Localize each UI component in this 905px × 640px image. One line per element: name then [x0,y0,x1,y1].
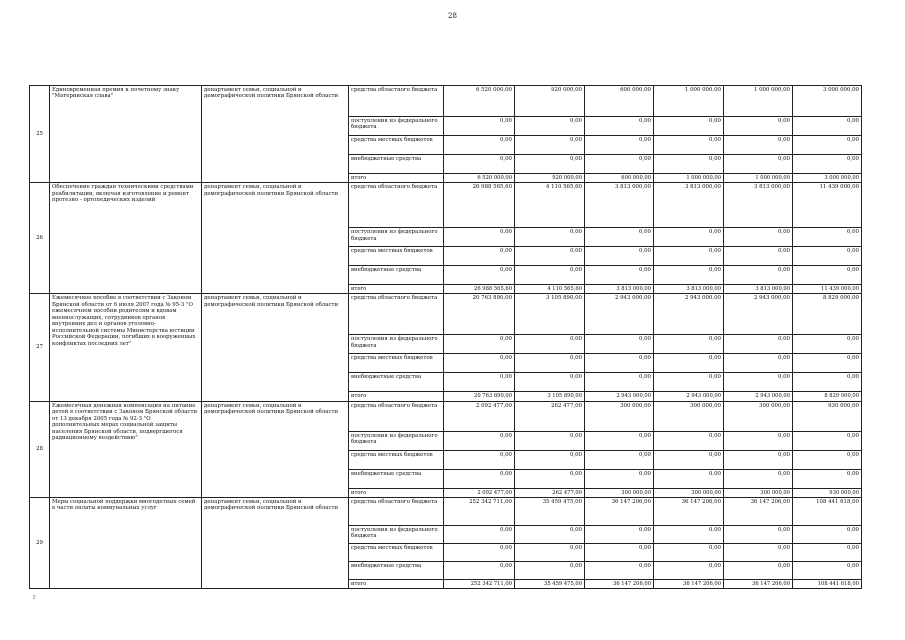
amount-cell: 26 988 565,60 [444,183,515,228]
funding-source: внебюджетные средства [349,373,444,392]
amount-cell: 0,00 [793,117,862,136]
amount-cell: 0,00 [515,266,585,285]
amount-cell: 0,00 [724,228,793,247]
amount-cell: 0,00 [724,373,793,392]
row-number: 25 [30,86,50,183]
amount-cell: 3 813 000,00 [585,183,654,228]
amount-cell: 262 477,00 [515,401,585,431]
executor: департамент семьи, социальной и демографической политики Брянской области [202,183,349,294]
funding-source: поступления из федерального бюджета [349,335,444,354]
amount-cell: 0,00 [654,228,724,247]
amount-cell: 0,00 [444,373,515,392]
amount-cell: 1 000 000,00 [654,86,724,117]
funding-source: средства областного бюджета [349,86,444,117]
amount-cell: 0,00 [793,373,862,392]
amount-cell: 3 105 890,00 [515,294,585,335]
amount-cell: 36 147 206,00 [724,497,793,525]
amount-cell: 36 147 206,00 [585,497,654,525]
amount-cell: 0,00 [654,266,724,285]
amount-cell: 3 105 890,00 [515,392,585,401]
measure-name: Обеспечение граждан техническими средствами реабилитации, включая изготовление и ремонт протезно - ортопедических изделий [50,183,202,294]
amount-cell: 0,00 [654,525,724,543]
amount-cell: 2 092 477,00 [444,488,515,497]
amount-cell: 20 763 890,00 [444,392,515,401]
amount-cell: 0,00 [515,155,585,174]
amount-cell: 20 763 890,00 [444,294,515,335]
amount-cell: 300 000,00 [724,401,793,431]
amount-cell: 0,00 [515,373,585,392]
amount-cell: 0,00 [585,155,654,174]
amount-cell: 0,00 [724,450,793,469]
corner-mark: г [33,594,37,601]
funding-source: внебюджетные средства [349,469,444,488]
amount-cell: 0,00 [444,247,515,266]
amount-cell: 0,00 [654,155,724,174]
amount-cell: 6 520 000,00 [444,86,515,117]
amount-cell: 300 000,00 [654,401,724,431]
amount-cell: 3 813 000,00 [585,285,654,294]
amount-cell: 0,00 [444,543,515,561]
amount-cell: 8 829 000,00 [793,392,862,401]
amount-cell: 0,00 [515,247,585,266]
amount-cell: 0,00 [444,228,515,247]
amount-cell: 262 477,00 [515,488,585,497]
measure-name: Меры социальной поддержки многодетных семей в части оплаты коммунальных услуг [50,497,202,588]
amount-cell: 0,00 [585,354,654,373]
amount-cell: 0,00 [585,335,654,354]
measure-name: Ежемесячное пособие в соответствии с Законом Брянской области от 6 июля 2007 года № 95-З "О ежемесячном пособии родителям и вдовам военнослужащих, сотрудников органов внутренних дел и органов уголовно-исполнительной системы Министерства юстиции Российской Федерации, погибших в вооруженных конфликтах последних лет" [50,294,202,401]
amount-cell: 0,00 [654,450,724,469]
amount-cell: 0,00 [515,354,585,373]
amount-cell: 36 147 206,00 [724,579,793,588]
amount-cell: 0,00 [444,117,515,136]
amount-cell: 0,00 [793,450,862,469]
funding-source: средства местных бюджетов [349,450,444,469]
amount-cell: 0,00 [515,431,585,450]
amount-cell: 0,00 [654,373,724,392]
amount-cell: 0,00 [585,136,654,155]
amount-cell: 0,00 [585,525,654,543]
table-row [30,401,862,431]
amount-cell: 1 000 000,00 [724,174,793,183]
executor: департамент семьи, социальной и демографической политики Брянской области [202,497,349,588]
amount-cell: 36 147 206,00 [585,579,654,588]
amount-cell: 0,00 [444,561,515,579]
amount-cell: 6 520 000,00 [444,174,515,183]
amount-cell: 3 813 000,00 [724,183,793,228]
funding-source: поступления из федерального бюджета [349,525,444,543]
amount-cell: 36 147 206,00 [654,497,724,525]
amount-cell: 0,00 [724,335,793,354]
amount-cell: 0,00 [515,228,585,247]
amount-cell: 0,00 [724,155,793,174]
amount-cell: 2 943 000,00 [724,294,793,335]
funding-source: внебюджетные средства [349,155,444,174]
amount-cell: 2 943 000,00 [654,392,724,401]
amount-cell: 252 342 711,00 [444,497,515,525]
amount-cell: 0,00 [724,469,793,488]
amount-cell: 930 000,00 [793,401,862,431]
amount-cell: 0,00 [654,543,724,561]
amount-cell: 0,00 [444,335,515,354]
amount-cell: 0,00 [654,247,724,266]
amount-cell: 4 110 565,60 [515,285,585,294]
amount-cell: 0,00 [793,136,862,155]
amount-cell: 0,00 [515,469,585,488]
amount-cell: 0,00 [444,155,515,174]
amount-cell: 0,00 [793,543,862,561]
amount-cell: 3 813 000,00 [724,285,793,294]
amount-cell: 4 110 565,60 [515,183,585,228]
amount-cell: 0,00 [444,354,515,373]
amount-cell: 35 459 475,00 [515,497,585,525]
budget-table-body [30,86,862,589]
amount-cell: 0,00 [724,266,793,285]
amount-cell: 0,00 [724,525,793,543]
amount-cell: 0,00 [724,431,793,450]
page-number: 28 [448,12,457,20]
amount-cell: 0,00 [585,469,654,488]
amount-cell: 0,00 [793,155,862,174]
funding-source: итого [349,579,444,588]
funding-source: поступления из федерального бюджета [349,228,444,247]
funding-source: итого [349,392,444,401]
amount-cell: 2 943 000,00 [585,294,654,335]
amount-cell: 0,00 [585,247,654,266]
amount-cell: 300 000,00 [654,488,724,497]
amount-cell: 0,00 [515,335,585,354]
amount-cell: 0,00 [585,228,654,247]
row-number: 27 [30,294,50,401]
amount-cell: 35 459 475,00 [515,579,585,588]
executor: департамент семьи, социальной и демографической политики Брянской области [202,401,349,497]
funding-source: итого [349,285,444,294]
amount-cell: 920 000,00 [515,174,585,183]
amount-cell: 0,00 [793,335,862,354]
funding-source: средства местных бюджетов [349,247,444,266]
amount-cell: 0,00 [444,525,515,543]
amount-cell: 3 813 000,00 [654,183,724,228]
table-row [30,183,862,228]
amount-cell: 0,00 [444,431,515,450]
amount-cell: 0,00 [444,450,515,469]
amount-cell: 0,00 [585,561,654,579]
funding-source: средства областного бюджета [349,401,444,431]
row-number: 29 [30,497,50,588]
funding-source: поступления из федерального бюджета [349,117,444,136]
amount-cell: 0,00 [585,543,654,561]
amount-cell: 252 342 711,00 [444,579,515,588]
amount-cell: 300 000,00 [724,488,793,497]
amount-cell: 11 439 000,00 [793,285,862,294]
amount-cell: 0,00 [444,136,515,155]
amount-cell: 0,00 [724,561,793,579]
amount-cell: 0,00 [793,247,862,266]
amount-cell: 0,00 [654,431,724,450]
amount-cell: 930 000,00 [793,488,862,497]
measure-name: Ежемесячная денежная компенсация на питание детей в соответствии с Законом Брянской области от 13 декабря 2005 года № 92-З "О дополнительных мерах социальной защиты населения Брянской области, подвергшегося радиационному воздействию" [50,401,202,497]
amount-cell: 300 000,00 [585,488,654,497]
amount-cell: 2 092 477,00 [444,401,515,431]
amount-cell: 8 829 000,00 [793,294,862,335]
amount-cell: 0,00 [724,354,793,373]
amount-cell: 1 000 000,00 [724,86,793,117]
amount-cell: 36 147 206,00 [654,579,724,588]
amount-cell: 0,00 [515,136,585,155]
amount-cell: 0,00 [654,561,724,579]
amount-cell: 108 441 618,00 [793,497,862,525]
amount-cell: 26 988 565,60 [444,285,515,294]
amount-cell: 920 000,00 [515,86,585,117]
funding-source: средства местных бюджетов [349,543,444,561]
amount-cell: 0,00 [444,469,515,488]
amount-cell: 300 000,00 [585,401,654,431]
amount-cell: 0,00 [793,228,862,247]
funding-source: внебюджетные средства [349,266,444,285]
amount-cell: 0,00 [793,525,862,543]
amount-cell: 2 943 000,00 [724,392,793,401]
amount-cell: 0,00 [585,450,654,469]
amount-cell: 0,00 [654,117,724,136]
measure-name: Единовременная премия к почетному знаку "Материнская слава" [50,86,202,183]
amount-cell: 0,00 [654,354,724,373]
amount-cell: 0,00 [585,117,654,136]
amount-cell: 0,00 [654,136,724,155]
amount-cell: 0,00 [724,247,793,266]
amount-cell: 0,00 [585,266,654,285]
amount-cell: 0,00 [515,543,585,561]
amount-cell: 3 813 000,00 [654,285,724,294]
amount-cell: 2 943 000,00 [585,392,654,401]
amount-cell: 0,00 [654,469,724,488]
row-number: 26 [30,183,50,294]
funding-source: средства местных бюджетов [349,354,444,373]
amount-cell: 0,00 [793,469,862,488]
amount-cell: 0,00 [515,117,585,136]
amount-cell: 0,00 [444,266,515,285]
amount-cell: 600 000,00 [585,174,654,183]
budget-table [29,85,862,589]
table-row [30,497,862,525]
amount-cell: 0,00 [585,373,654,392]
executor: департамент семьи, социальной и демографической политики Брянской области [202,294,349,401]
funding-source: итого [349,488,444,497]
funding-source: поступления из федерального бюджета [349,431,444,450]
amount-cell: 0,00 [515,525,585,543]
table-row [30,294,862,335]
funding-source: средства областного бюджета [349,497,444,525]
amount-cell: 0,00 [793,561,862,579]
amount-cell: 0,00 [724,543,793,561]
amount-cell: 0,00 [724,117,793,136]
amount-cell: 1 000 000,00 [654,174,724,183]
amount-cell: 0,00 [793,354,862,373]
amount-cell: 11 439 000,00 [793,183,862,228]
table-row [30,86,862,117]
amount-cell: 3 000 000,00 [793,86,862,117]
amount-cell: 0,00 [793,266,862,285]
funding-source: средства местных бюджетов [349,136,444,155]
amount-cell: 0,00 [515,450,585,469]
amount-cell: 0,00 [654,335,724,354]
amount-cell: 0,00 [515,561,585,579]
funding-source: средства областного бюджета [349,183,444,228]
amount-cell: 0,00 [585,431,654,450]
funding-source: средства областного бюджета [349,294,444,335]
funding-source: внебюджетные средства [349,561,444,579]
amount-cell: 0,00 [793,431,862,450]
amount-cell: 3 000 000,00 [793,174,862,183]
executor: департамент семьи, социальной и демографической политики Брянской области [202,86,349,183]
funding-source: итого [349,174,444,183]
amount-cell: 2 943 000,00 [654,294,724,335]
amount-cell: 108 441 618,00 [793,579,862,588]
amount-cell: 600 000,00 [585,86,654,117]
row-number: 28 [30,401,50,497]
amount-cell: 0,00 [724,136,793,155]
